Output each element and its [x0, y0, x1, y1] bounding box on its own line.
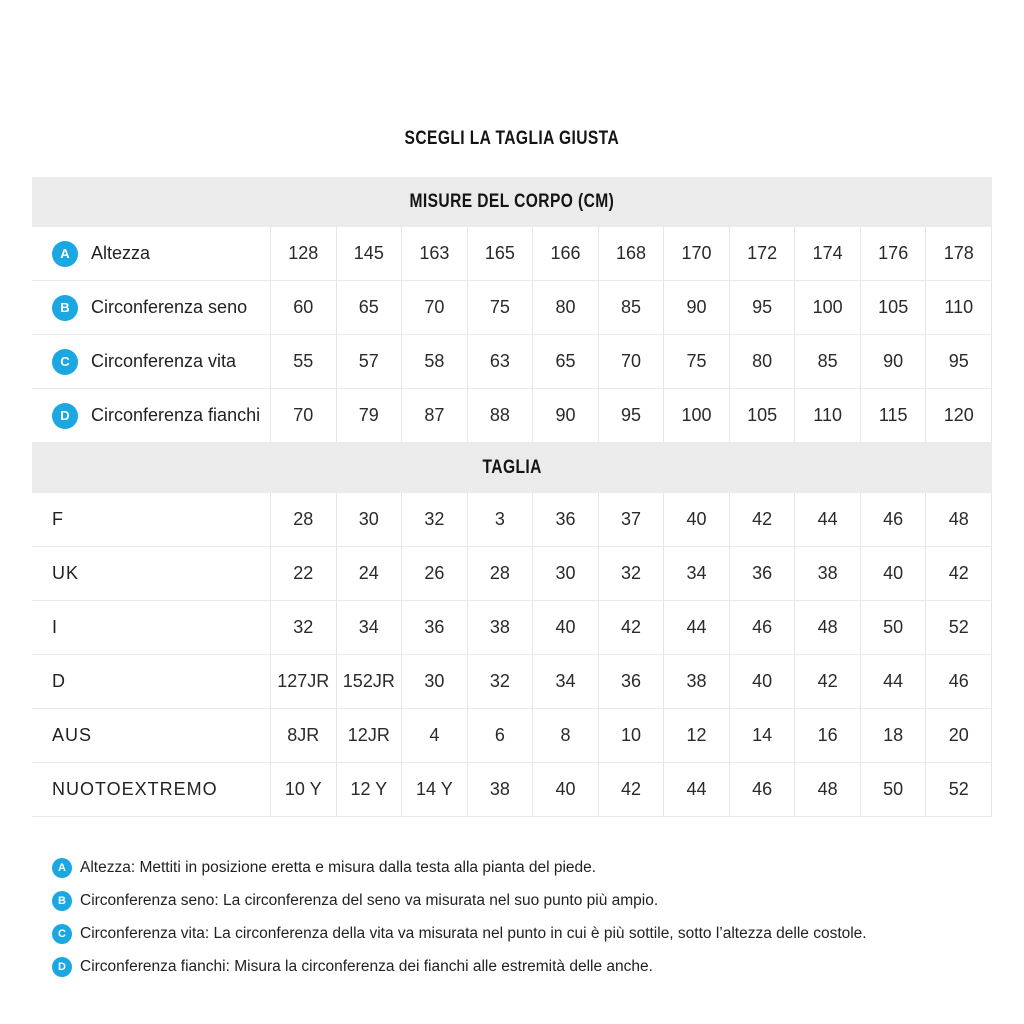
size-cell: 3: [467, 493, 533, 546]
body-measures-header-band: [32, 177, 992, 227]
row-label-cell: [32, 493, 270, 546]
letter-badge-a-icon: A: [52, 241, 78, 267]
size-cell: 44: [794, 493, 860, 546]
table-row-aus: [32, 709, 992, 763]
size-cell: 50: [860, 601, 926, 654]
footnote-text: Altezza: Mettiti in posizione eretta e misura dalla testa alla pianta del piede.: [80, 858, 597, 876]
table-row-nuotoextremo: [32, 763, 992, 817]
row-label: Altezza: [91, 243, 151, 263]
page-title: [0, 0, 1024, 150]
table-row-f: [32, 493, 992, 547]
measure-cell: 87: [401, 389, 467, 442]
size-cell: 38: [663, 655, 729, 708]
measure-cell: 95: [598, 389, 664, 442]
size-cell: 34: [336, 601, 402, 654]
measure-cell: 88: [467, 389, 533, 442]
size-cell: 44: [663, 601, 729, 654]
footnote-text: Circonferenza fianchi: Misura la circonferenza dei fianchi alle estremità delle anche.: [80, 957, 653, 975]
row-label-cell: [32, 547, 270, 600]
measure-cell: 172: [729, 227, 795, 280]
measure-cell: 55: [270, 335, 336, 388]
measure-cell: 170: [663, 227, 729, 280]
measure-cell: 105: [729, 389, 795, 442]
size-cell: 40: [663, 493, 729, 546]
measure-cell: 90: [532, 389, 598, 442]
measure-cell: 70: [401, 281, 467, 334]
table-row-uk: [32, 547, 992, 601]
measure-cell: 65: [336, 281, 402, 334]
size-cell: 10: [598, 709, 664, 762]
size-cell: 44: [860, 655, 926, 708]
size-cell: 18: [860, 709, 926, 762]
letter-badge-b-icon: B: [52, 295, 78, 321]
measure-cell: 145: [336, 227, 402, 280]
size-cell: 28: [467, 547, 533, 600]
measure-cell: 90: [860, 335, 926, 388]
size-cell: 12: [663, 709, 729, 762]
row-label-cell: [32, 389, 270, 442]
size-cell: 42: [729, 493, 795, 546]
size-cell: 6: [467, 709, 533, 762]
measure-cell: 95: [925, 335, 992, 388]
size-cell: 8: [532, 709, 598, 762]
size-cell: 14 Y: [401, 763, 467, 816]
size-cell: 30: [532, 547, 598, 600]
measure-cell: 80: [532, 281, 598, 334]
measure-cell: 100: [663, 389, 729, 442]
table-row-altezza: [32, 227, 992, 281]
row-label: Circonferenza fianchi: [91, 405, 261, 425]
footnote-text: Circonferenza seno: La circonferenza del seno va misurata nel suo punto più ampio.: [80, 891, 659, 909]
size-cell: 46: [729, 601, 795, 654]
measure-cell: 85: [794, 335, 860, 388]
measure-cell: 70: [598, 335, 664, 388]
measure-cell: 70: [270, 389, 336, 442]
table-row-d: [32, 655, 992, 709]
footnote-vita: [52, 917, 1024, 950]
size-cell: 36: [729, 547, 795, 600]
row-label: AUS: [52, 725, 93, 745]
footnote-seno: [52, 884, 1024, 917]
table-row-vita: [32, 335, 992, 389]
measure-cell: 58: [401, 335, 467, 388]
size-cell: 46: [925, 655, 992, 708]
footnote-text: Circonferenza vita: La circonferenza della vita va misurata nel punto in cui è più sottile, sotto l’altezza delle costole.: [80, 924, 867, 942]
size-cell: 42: [794, 655, 860, 708]
measurement-footnotes: [52, 851, 1024, 983]
size-cell: 38: [794, 547, 860, 600]
size-cell: 22: [270, 547, 336, 600]
size-cell: 26: [401, 547, 467, 600]
size-cell: 40: [860, 547, 926, 600]
letter-badge-b-icon: B: [52, 891, 72, 911]
size-cell: 127JR: [270, 655, 336, 708]
measure-cell: 75: [467, 281, 533, 334]
measure-cell: 80: [729, 335, 795, 388]
size-cell: 48: [925, 493, 992, 546]
measure-cell: 120: [925, 389, 992, 442]
measure-cell: 166: [532, 227, 598, 280]
size-cell: 36: [401, 601, 467, 654]
size-cell: 8JR: [270, 709, 336, 762]
measure-cell: 163: [401, 227, 467, 280]
size-cell: 24: [336, 547, 402, 600]
footnote-altezza: [52, 851, 1024, 884]
size-cell: 32: [467, 655, 533, 708]
size-cell: 32: [598, 547, 664, 600]
size-cell: 32: [401, 493, 467, 546]
footnote-fianchi: [52, 950, 1024, 983]
measure-cell: 75: [663, 335, 729, 388]
measure-cell: 60: [270, 281, 336, 334]
size-cell: 4: [401, 709, 467, 762]
table-row-fianchi: [32, 389, 992, 443]
measure-cell: 79: [336, 389, 402, 442]
size-cell: 52: [925, 601, 992, 654]
measure-cell: 115: [860, 389, 926, 442]
size-cell: 38: [467, 763, 533, 816]
letter-badge-c-icon: C: [52, 924, 72, 944]
row-label-cell: [32, 281, 270, 334]
size-cell: 46: [860, 493, 926, 546]
measure-cell: 63: [467, 335, 533, 388]
size-cell: 40: [532, 601, 598, 654]
row-label: F: [52, 509, 64, 529]
size-cell: 44: [663, 763, 729, 816]
body-measures-header-text: MISURE DEL CORPO (CM): [409, 191, 615, 212]
letter-badge-c-icon: C: [52, 349, 78, 375]
size-cell: 48: [794, 601, 860, 654]
size-cell: 48: [794, 763, 860, 816]
measure-cell: 95: [729, 281, 795, 334]
measure-cell: 165: [467, 227, 533, 280]
size-cell: 30: [401, 655, 467, 708]
row-label-cell: [32, 709, 270, 762]
measure-cell: 128: [270, 227, 336, 280]
size-cell: 12 Y: [336, 763, 402, 816]
row-label-cell: [32, 227, 270, 280]
measure-cell: 110: [794, 389, 860, 442]
table-row-i: [32, 601, 992, 655]
size-cell: 52: [925, 763, 992, 816]
size-cell: 42: [598, 601, 664, 654]
measure-cell: 174: [794, 227, 860, 280]
measure-cell: 100: [794, 281, 860, 334]
row-label-cell: [32, 601, 270, 654]
row-label-cell: [32, 655, 270, 708]
size-cell: 36: [598, 655, 664, 708]
size-cell: 12JR: [336, 709, 402, 762]
row-label: I: [52, 617, 59, 637]
size-cell: 16: [794, 709, 860, 762]
letter-badge-a-icon: A: [52, 858, 72, 878]
taglia-header-text: TAGLIA: [482, 457, 542, 478]
taglia-header-band: [32, 443, 992, 493]
row-label-cell: [32, 763, 270, 816]
size-cell: 28: [270, 493, 336, 546]
size-cell: 42: [598, 763, 664, 816]
size-cell: 50: [860, 763, 926, 816]
size-cell: 34: [663, 547, 729, 600]
letter-badge-d-icon: D: [52, 403, 78, 429]
size-cell: 20: [925, 709, 992, 762]
row-label: NUOTOEXTREMO: [52, 779, 218, 799]
measure-cell: 90: [663, 281, 729, 334]
measure-cell: 176: [860, 227, 926, 280]
row-label: Circonferenza vita: [91, 351, 237, 371]
size-chart-table: [32, 177, 992, 817]
size-cell: 40: [729, 655, 795, 708]
measure-cell: 178: [925, 227, 992, 280]
measure-cell: 168: [598, 227, 664, 280]
size-cell: 40: [532, 763, 598, 816]
size-cell: 46: [729, 763, 795, 816]
size-cell: 30: [336, 493, 402, 546]
row-label: D: [52, 671, 66, 691]
row-label: Circonferenza seno: [91, 297, 248, 317]
size-cell: 34: [532, 655, 598, 708]
row-label-cell: [32, 335, 270, 388]
size-cell: 32: [270, 601, 336, 654]
row-label: UK: [52, 563, 80, 583]
size-cell: 37: [598, 493, 664, 546]
size-cell: 152JR: [336, 655, 402, 708]
measure-cell: 65: [532, 335, 598, 388]
page-title-text: SCEGLI LA TAGLIA GIUSTA: [404, 128, 620, 149]
measure-cell: 57: [336, 335, 402, 388]
measure-cell: 85: [598, 281, 664, 334]
measure-cell: 105: [860, 281, 926, 334]
measure-cell: 110: [925, 281, 992, 334]
size-cell: 14: [729, 709, 795, 762]
letter-badge-d-icon: D: [52, 957, 72, 977]
size-cell: 36: [532, 493, 598, 546]
table-row-seno: [32, 281, 992, 335]
size-cell: 38: [467, 601, 533, 654]
size-cell: 10 Y: [270, 763, 336, 816]
size-cell: 42: [925, 547, 992, 600]
